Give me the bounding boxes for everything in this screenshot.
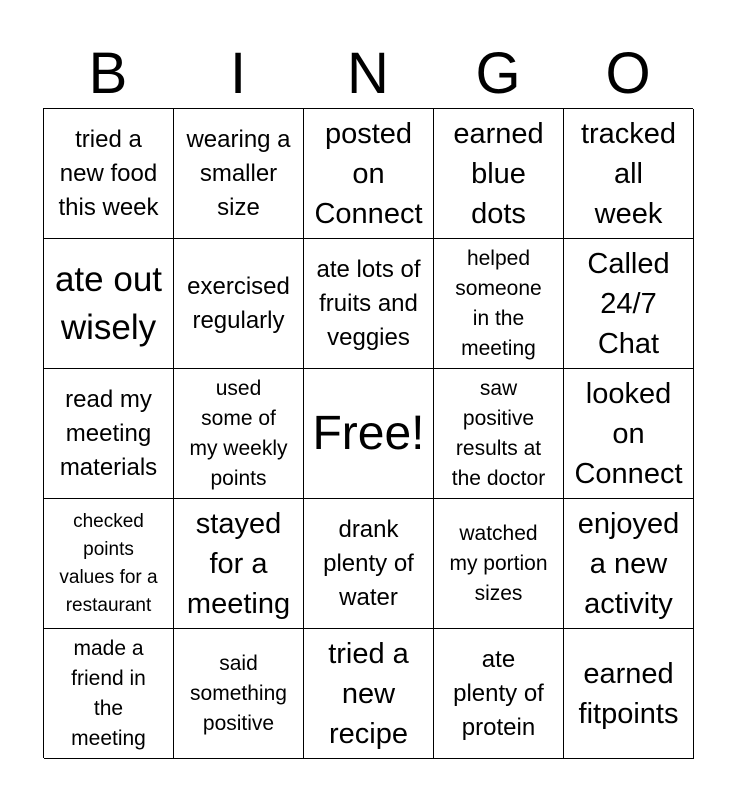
bingo-cell[interactable]: wearing a smaller size	[174, 109, 304, 239]
bingo-cell[interactable]: watched my portion sizes	[434, 499, 564, 629]
bingo-cell[interactable]: earned fitpoints	[564, 629, 694, 759]
bingo-cell[interactable]: made a friend in the meeting	[44, 629, 174, 759]
bingo-board	[43, 108, 693, 758]
header-letter-i: I	[229, 41, 247, 106]
bingo-cell[interactable]: helped someone in the meeting	[434, 239, 564, 369]
bingo-cell[interactable]: tried a new food this week	[44, 109, 174, 239]
header-letter-g: G	[475, 41, 521, 106]
bingo-cell[interactable]: used some of my weekly points	[174, 369, 304, 499]
header-letter-b: B	[88, 41, 128, 106]
bingo-cell[interactable]: drank plenty of water	[304, 499, 434, 629]
bingo-cell[interactable]: ate plenty of protein	[434, 629, 564, 759]
bingo-cell[interactable]: said something positive	[174, 629, 304, 759]
bingo-header	[43, 40, 693, 108]
bingo-cell[interactable]: stayed for a meeting	[174, 499, 304, 629]
bingo-cell[interactable]: looked on Connect	[564, 369, 694, 499]
bingo-cell[interactable]: ate lots of fruits and veggies	[304, 239, 434, 369]
bingo-cell[interactable]: tracked all week	[564, 109, 694, 239]
free-space-cell[interactable]: Free!	[304, 369, 434, 499]
bingo-cell[interactable]: posted on Connect	[304, 109, 434, 239]
bingo-cell[interactable]: tried a new recipe	[304, 629, 434, 759]
bingo-cell[interactable]: saw positive results at the doctor	[434, 369, 564, 499]
bingo-cell[interactable]: checked points values for a restaurant	[44, 499, 174, 629]
bingo-cell[interactable]: enjoyed a new activity	[564, 499, 694, 629]
header-letter-o: O	[605, 41, 651, 106]
bingo-cell[interactable]: ate out wisely	[44, 239, 174, 369]
bingo-cell[interactable]: read my meeting materials	[44, 369, 174, 499]
bingo-cell[interactable]: Called 24/7 Chat	[564, 239, 694, 369]
bingo-cell[interactable]: earned blue dots	[434, 109, 564, 239]
bingo-cell[interactable]: exercised regularly	[174, 239, 304, 369]
header-letter-n: N	[347, 41, 389, 106]
